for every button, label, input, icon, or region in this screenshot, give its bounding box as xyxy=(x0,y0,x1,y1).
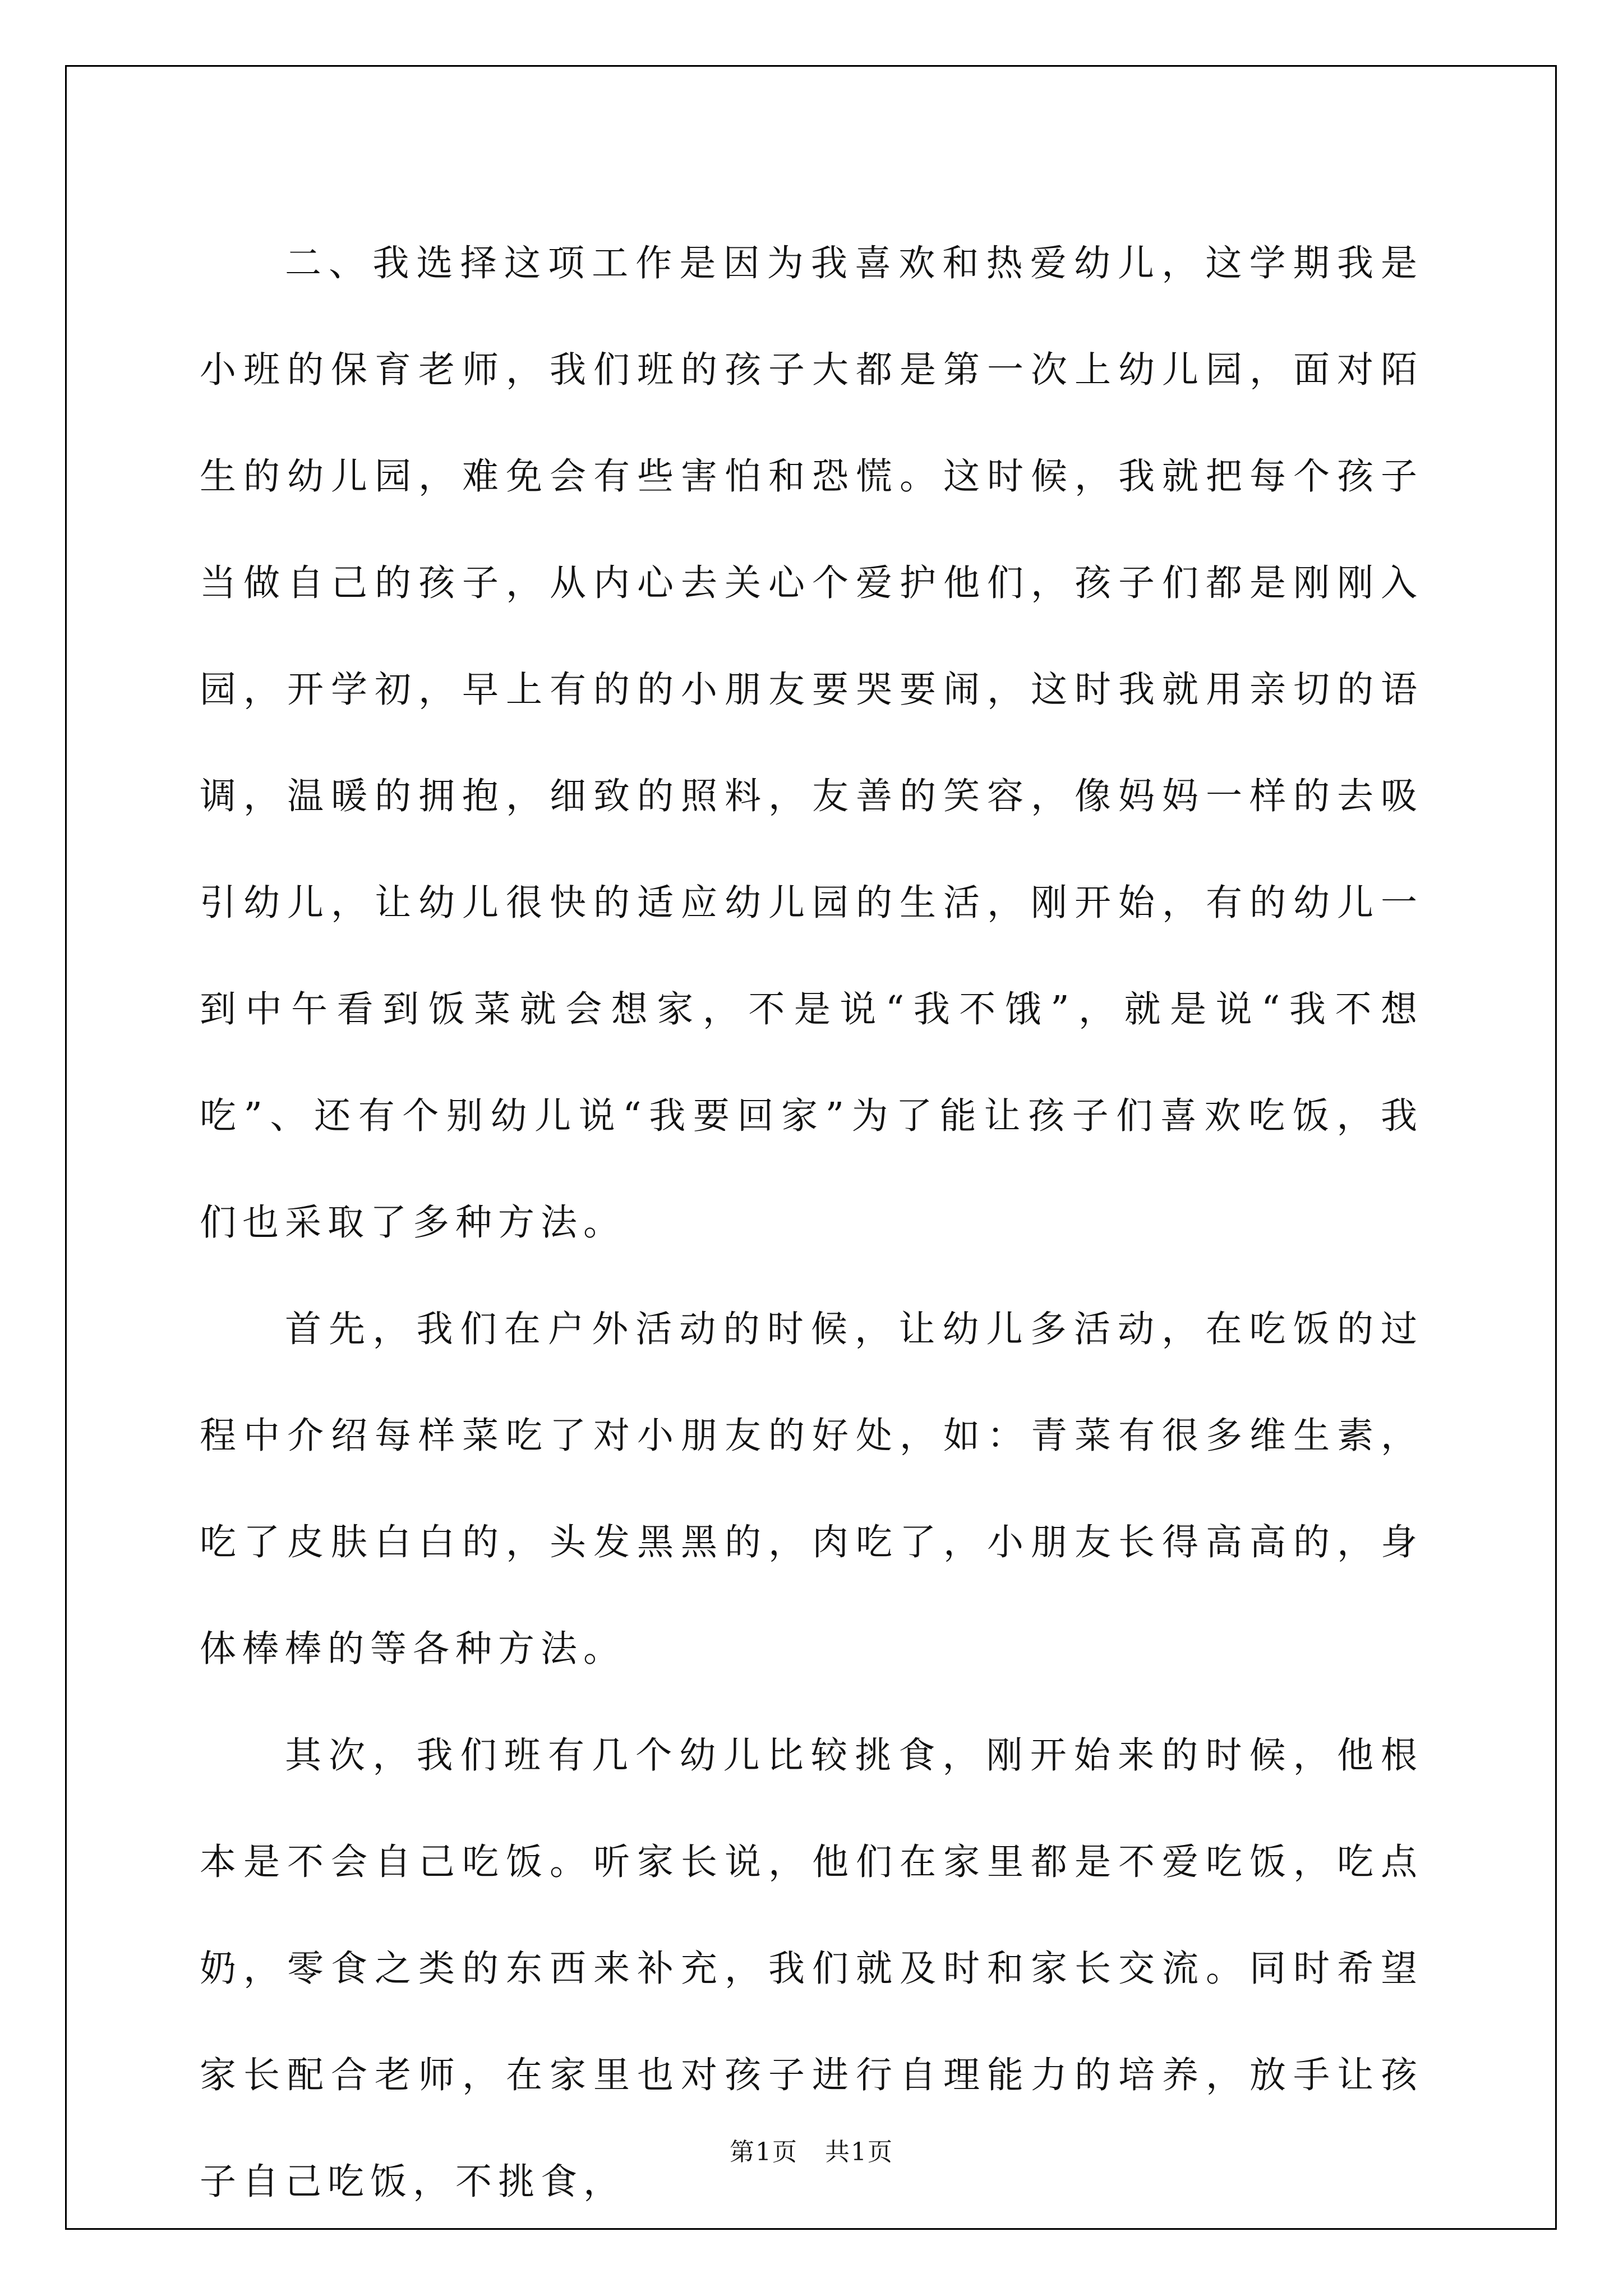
paragraph-3: 其次，我们班有几个幼儿比较挑食，刚开始来的时候，他根本是不会自己吃饭。听家长说，他们在家里都是不爱吃饭，吃点奶，零食之类的东西来补充，我们就及时和家长交流。同时希望家长配合老师，在家里也对孩子进行自理能力的培养，放手让孩子自己吃饭，不挑食， xyxy=(200,1734,1423,2203)
document-body xyxy=(200,210,1423,2235)
paragraph-2: 首先，我们在户外活动的时候，让幼儿多活动，在吃饭的过程中介绍每样菜吃了对小朋友的好处，如：青菜有很多维生素，吃了皮肤白白的，头发黑黑的，肉吃了，小朋友长得高高的，身体棒棒的等各种方法。 xyxy=(200,1308,1423,1670)
paragraph-1: 二、我选择这项工作是因为我喜欢和热爱幼儿，这学期我是小班的保育老师，我们班的孩子大都是第一次上幼儿园，面对陌生的幼儿园，难免会有些害怕和恐慌。这时候，我就把每个孩子当做自己的孩子，从内心去关心个爱护他们，孩子们都是刚刚入园，开学初，早上有的的小朋友要哭要闹，这时我就用亲切的语调，温暖的拥抱，细致的照料，友善的笑容，像妈妈一样的去吸引幼儿，让幼儿很快的适应幼儿园的生活，刚开始，有的幼儿一到中午看到饭菜就会想家，不是说“我不饿”，就是说“我不想吃”、还有个别幼儿说“我要回家”为了能让孩子们喜欢吃饭，我们也采取了多种方法。 xyxy=(200,242,1423,1244)
page-number-current: 第1页 xyxy=(730,2138,798,2166)
page-footer xyxy=(0,2132,1623,2168)
page-number-total: 共1页 xyxy=(825,2138,893,2166)
